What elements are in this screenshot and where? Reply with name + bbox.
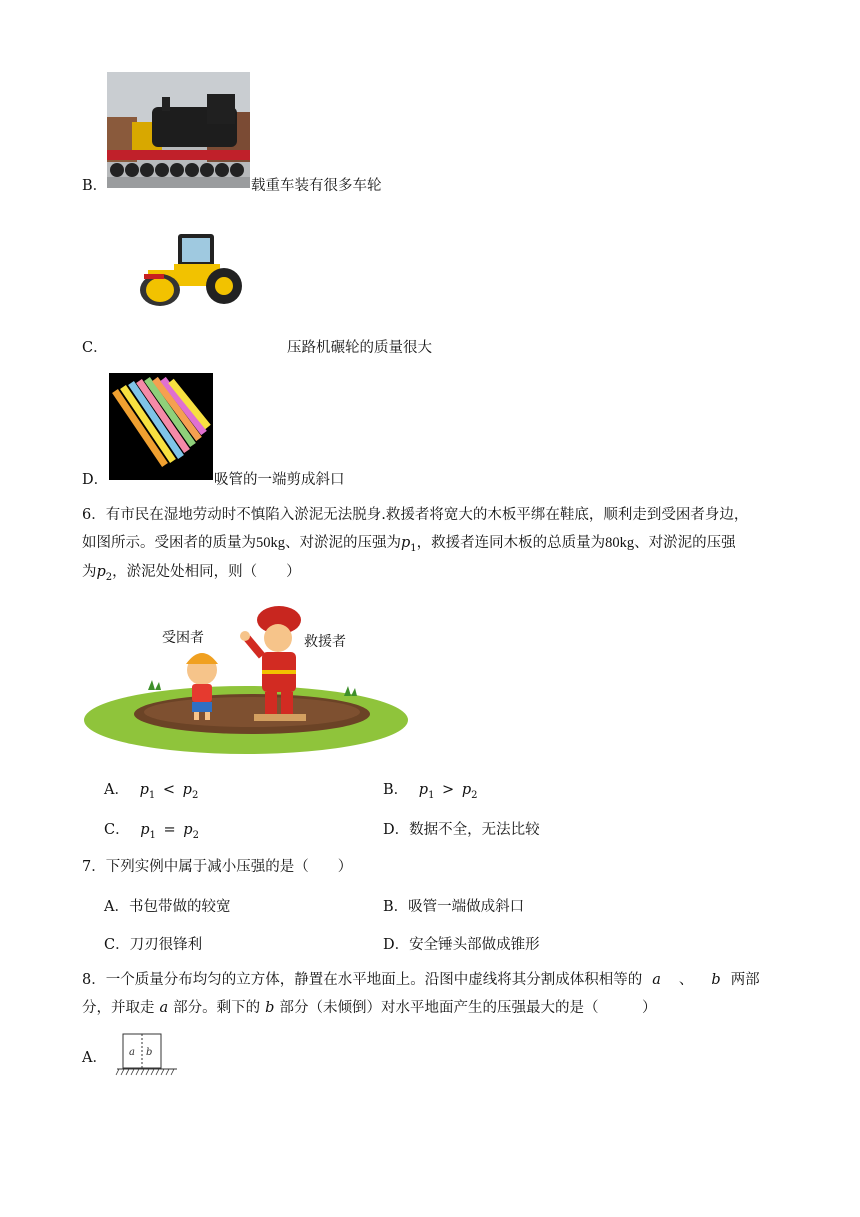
q6-line-1: 6．有市民在湿地劳动时不慎陷入淤泥无法脱身.救援者将宽大的木板平绑在鞋底，顺利走到受困者身边，	[82, 507, 749, 523]
option-b-letter: B．	[82, 178, 108, 194]
q6-line2-a: 如图所示。受困者的质量为	[82, 535, 256, 551]
option-c-text: 压路机碾轮的质量很大	[287, 340, 432, 356]
option-d-text: 吸管的一端剪成斜口	[214, 472, 345, 488]
q6-p1: $p_1$	[401, 535, 417, 554]
cube-split-diagram	[115, 1033, 179, 1079]
straws-illustration	[109, 373, 213, 480]
q6-line3-b: ，淤泥处处相同，则（ ）	[112, 564, 301, 580]
q8-line-1: 8．一个质量分布均匀的立方体，静置在水平地面上。沿图中虚线将其分割成体积相等的 a 、 b 两部	[82, 972, 760, 988]
train-on-truck-illustration	[107, 72, 250, 188]
q6-line3-a: 为	[82, 564, 97, 580]
q6-line-3	[82, 558, 782, 592]
q6-option-b[interactable]: B． $p_1 > p_2$	[383, 782, 478, 801]
q6-option-c[interactable]: C． $p_1 = p_2$	[104, 822, 199, 841]
q7-stem: 7．下列实例中属于减小压强的是（ ）	[82, 859, 353, 875]
q6-option-a[interactable]: A． $p_1 < p_2$	[104, 782, 199, 801]
mud-rescue-illustration	[82, 598, 410, 758]
q6-line2-b: 、对淤泥的压强为	[285, 535, 401, 551]
q6-line2-c: ，救援者连同木板的总质量为	[416, 535, 606, 551]
option-b-image	[107, 72, 250, 188]
option-b-text: 载重车装有很多车轮	[251, 178, 382, 194]
option-c-letter: C．	[82, 340, 108, 356]
q6-figure	[82, 598, 410, 758]
q8-option-a-figure	[115, 1033, 179, 1079]
q6-option-d[interactable]: D．数据不全，无法比较	[383, 822, 540, 838]
q6-label-trapped: 受困者	[162, 630, 204, 646]
option-d-image	[109, 373, 213, 480]
q8-line-2: 分，并取走 a 部分。剩下的 b 部分（未倾倒）对水平地面产生的压强最大的是（ ）	[82, 1000, 657, 1016]
option-d-letter: D．	[82, 472, 109, 488]
q6-mass-2: 80kg	[605, 535, 635, 551]
q7-option-d[interactable]: D．安全锤头部做成锥形	[383, 937, 540, 953]
q6-label-rescuer: 救援者	[304, 634, 346, 650]
q8-figure-b-label: b	[146, 1047, 153, 1058]
q6-mass-1: 50kg	[256, 535, 285, 551]
q7-option-c[interactable]: C．刀刃很锋利	[104, 937, 203, 953]
ground-hatching	[116, 1069, 174, 1075]
option-c-image	[138, 228, 244, 310]
q8-figure-a-label: a	[129, 1047, 135, 1058]
q8-option-a-letter[interactable]: A．	[82, 1050, 107, 1066]
q7-option-b[interactable]: B．吸管一端做成斜口	[383, 899, 525, 915]
q7-option-a[interactable]: A．书包带做的较宽	[104, 899, 231, 915]
q6-p2: $p_2$	[96, 564, 113, 583]
q6-line2-d: 、对淤泥的压强	[634, 535, 736, 551]
road-roller-illustration	[138, 228, 244, 310]
